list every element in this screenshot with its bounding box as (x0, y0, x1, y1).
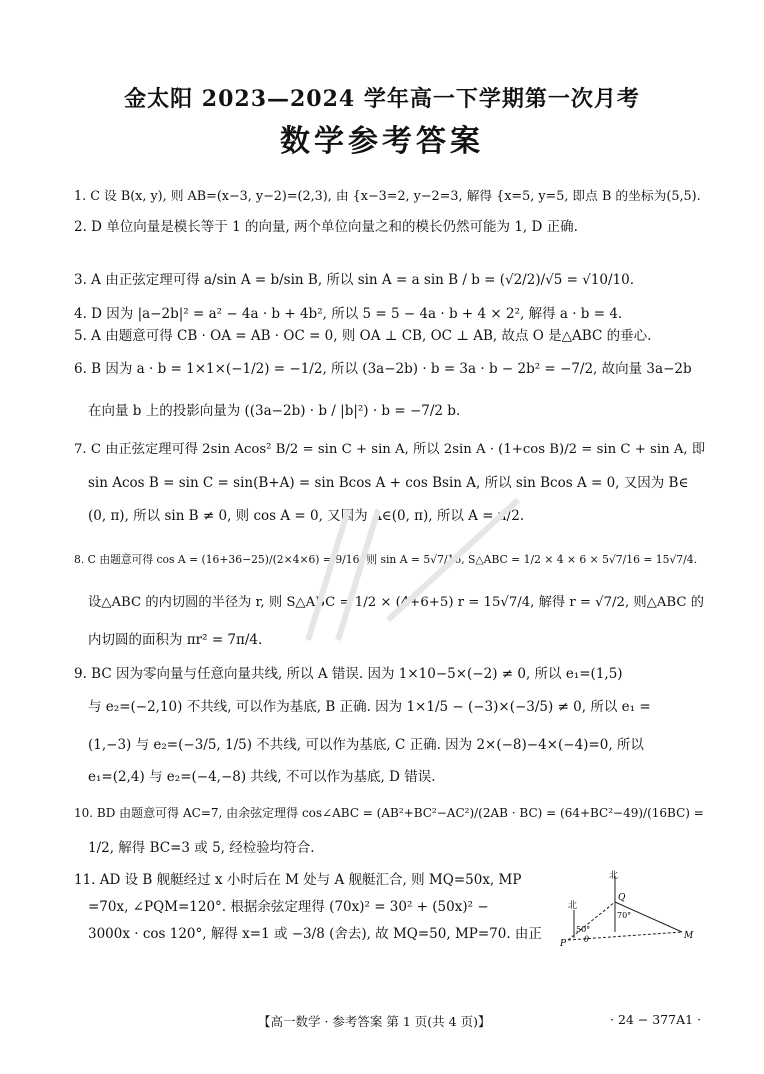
document-title: 金太阳 2023—2024 学年高一下学期第一次月考 (124, 86, 640, 112)
answer-continuation-line: 设△ABC 的内切圆的半径为 r, 则 S△ABC = 1/2 × (4+6+5) r = 15√7/4, 解得 r = √7/2, 则△ABC 的 (88, 595, 704, 610)
answer-continuation-line: 在向量 b 上的投影向量为 ((3a−2b) · b / |b|²) · b = −7/2 b. (88, 403, 461, 419)
answer-continuation-line: (1,−3) 与 e₂=(−3/5, 1/5) 不共线, 可以作为基底, C 正确. 因为 2×(−8)−4×(−4)=0, 所以 (88, 737, 644, 753)
north-label-left: 北 (568, 901, 578, 911)
answer-continuation-line: sin Acos B = sin C = sin(B+A) = sin Bcos A + cos Bsin A, 所以 sin Bcos A = 0, 又因为 B∈ (88, 475, 689, 491)
answer-continuation-line: =70x, ∠PQM=120°. 根据余弦定理得 (70x)² = 30² + (50x)² − (88, 899, 489, 915)
answer-continuation-line: 与 e₂=(−2,10) 不共线, 可以作为基底, B 正确. 因为 1×1/5 − (−3)×(−3/5) ≠ 0, 所以 e₁ = (88, 699, 651, 715)
angle-70-label: 70° (617, 911, 632, 920)
north-label-top: 北 (609, 871, 619, 881)
answer-line: 11. AD 设 B 舰艇经过 x 小时后在 M 处与 A 舰艇汇合, 则 MQ=50x, MP (74, 872, 522, 888)
answer-line: 4. D 因为 |a−2b|² = a² − 4a · b + 4b², 所以 5 = 5 − 4a · b + 4 × 2², 解得 a · b = 4. (74, 306, 623, 322)
answer-line: 6. B 因为 a · b = 1×1×(−1/2) = −1/2, 所以 (3a−2b) · b = 3a · b − 2b² = −7/2, 故向量 3a−2b (74, 361, 692, 377)
angle-50-label: 50° (576, 925, 591, 934)
answer-continuation-line: e₁=(2,4) 与 e₂=(−4,−8) 共线, 不可以作为基底, D 错误. (88, 769, 436, 785)
answer-line: 5. A 由题意可得 CB · OA = AB · OC = 0, 则 OA ⊥ CB, OC ⊥ AB, 故点 O 是△ABC 的垂心. (74, 328, 652, 344)
answer-continuation-line: 内切圆的面积为 πr² = 7π/4. (88, 632, 263, 648)
point-q-label: Q (618, 893, 626, 903)
answer-line: 8. C 由题意可得 cos A = (16+36−25)/(2×4×6) = 9/16, 则 sin A = 5√7/16, S△ABC = 1/2 × 4 × 6 × 5√7/16 = 15√7/4. (74, 553, 698, 566)
answer-line: 3. A 由正弦定理可得 a/sin A = b/sin B, 所以 sin A = a sin B / b = (√2/2)/√5 = √10/10. (74, 272, 635, 288)
answer-continuation-line: 1/2, 解得 BC=3 或 5, 经检验均符合. (88, 840, 315, 856)
footer-page-info: 【高一数学 · 参考答案 第 1 页(共 4 页)】 (258, 1014, 491, 1029)
answer-line: 7. C 由正弦定理可得 2sin Acos² B/2 = sin C + sin A, 所以 2sin A · (1+cos B)/2 = sin C + sin A, 即 (74, 442, 706, 457)
answer-line: 1. C 设 B(x, y), 则 AB=(x−3, y−2)=(2,3), 由 {x−3=2, y−2=3, 解得 {x=5, y=5, 即点 B 的坐标为(5,5). (74, 189, 701, 204)
answer-continuation-line: (0, π), 所以 sin B ≠ 0, 则 cos A = 0, 又因为 A∈(0, π), 所以 A = π/2. (88, 508, 525, 524)
angle-theta-label: θ (584, 935, 589, 944)
point-p-label: P (560, 939, 567, 948)
point-m-label: M (684, 931, 694, 941)
answer-continuation-line: 3000x · cos 120°, 解得 x=1 或 −3/8 (舍去), 故 MQ=50, MP=70. 由正 (88, 926, 542, 942)
answer-line: 10. BD 由题意可得 AC=7, 由余弦定理得 cos∠ABC = (AB²+BC²−AC²)/(2AB · BC) = (64+BC²−49)/(16BC) = (74, 806, 704, 820)
footer-code: · 24 − 377A1 · (610, 1012, 702, 1027)
answer-line: 2. D 单位向量是模长等于 1 的向量, 两个单位向量之和的模长仍然可能为 1, D 正确. (74, 219, 578, 235)
navigation-diagram (560, 868, 700, 948)
document-subtitle: 数学参考答案 (280, 124, 484, 159)
answer-line: 9. BC 因为零向量与任意向量共线, 所以 A 错误. 因为 1×10−5×(−2) ≠ 0, 所以 e₁=(1,5) (74, 666, 623, 682)
